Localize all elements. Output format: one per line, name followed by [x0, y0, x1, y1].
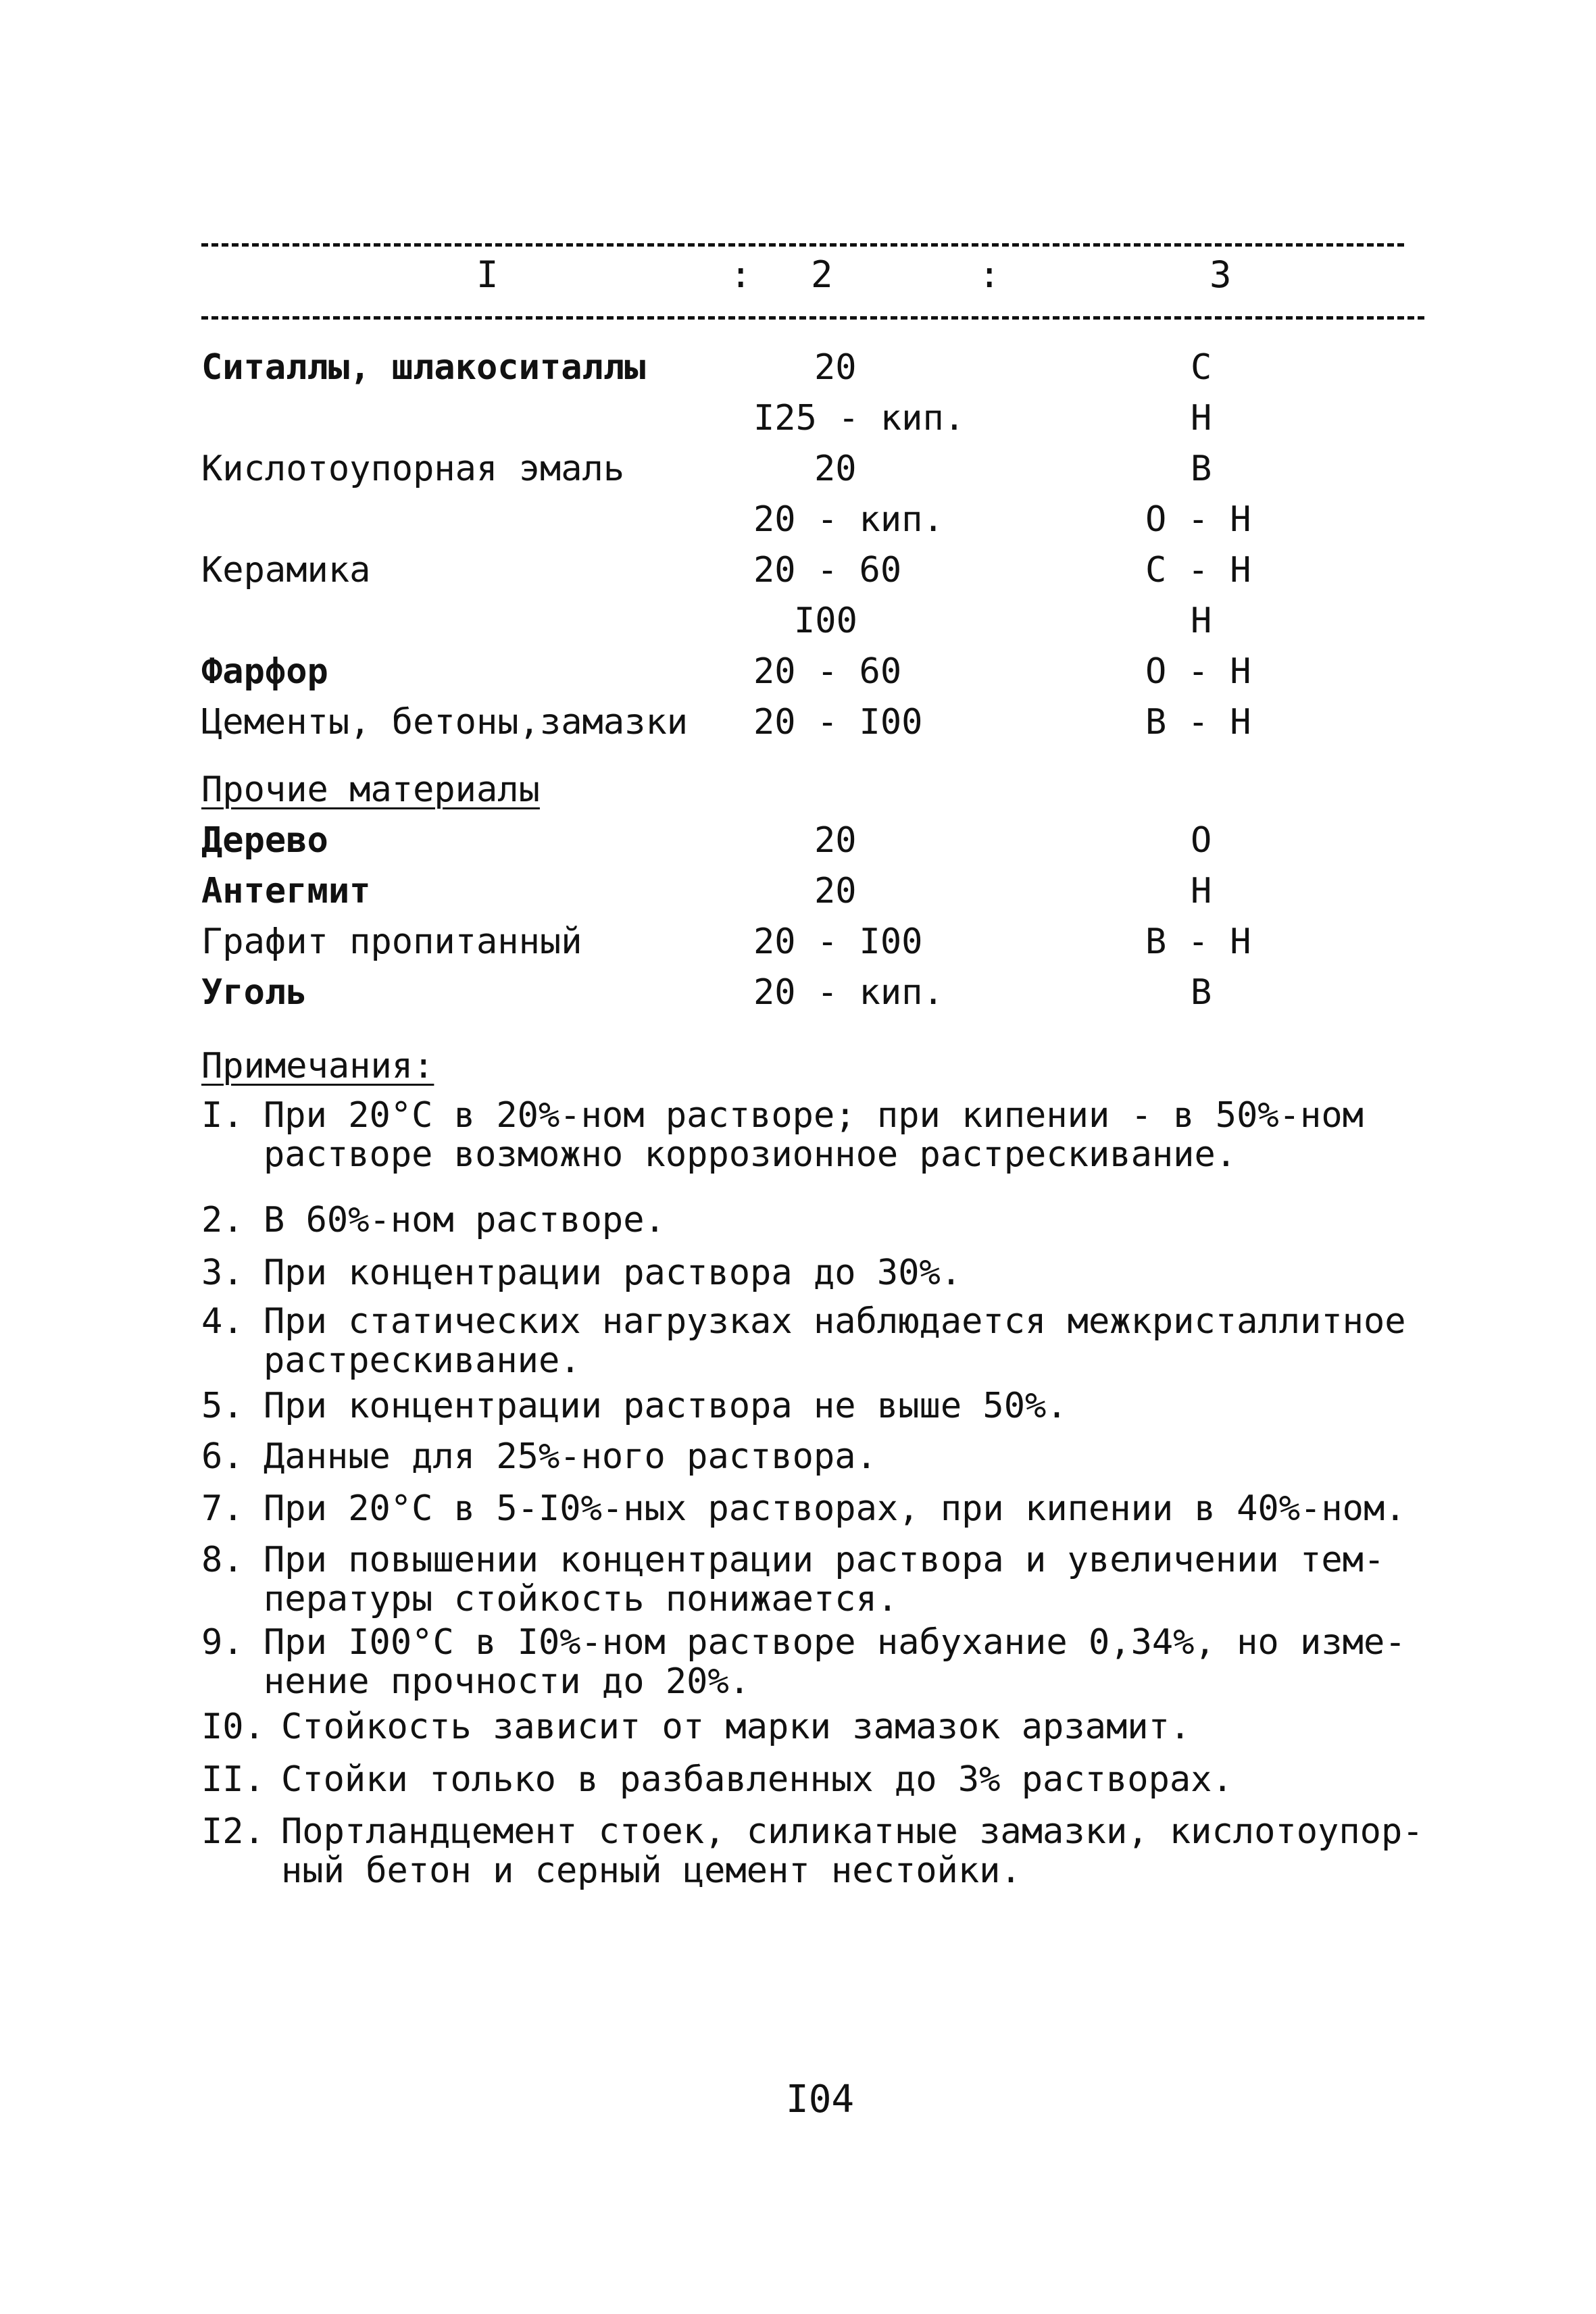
note-line: растрескивание. [264, 1340, 581, 1381]
note-line: При повышении концентрации раствора и увеличении тем- [264, 1540, 1385, 1580]
header-sep1: : [730, 253, 752, 296]
material-name: Керамика [201, 550, 371, 590]
material-name: Фарфор [201, 651, 328, 692]
note-text [264, 1542, 1480, 1621]
note-line: При статических нагрузках наблюдается межкристаллитное [264, 1301, 1406, 1342]
temperature: 20 - кип. [753, 499, 944, 540]
note-line: ный бетон и серный цемент нестойки. [281, 1851, 1022, 1891]
temperature: 20 [814, 871, 857, 911]
temperature: 20 [814, 820, 857, 861]
note-text [264, 1488, 1480, 1530]
note-line: В 60%-ном растворе. [264, 1200, 666, 1240]
note-line: Стойки только в разбавленных до 3% растворах. [281, 1759, 1233, 1800]
material-name: Цементы, бетоны,замазки [201, 702, 689, 743]
note-line: пературы стойкость понижается. [264, 1579, 899, 1619]
resistance: В - Н [1145, 702, 1251, 743]
note-text [281, 1811, 1497, 1892]
note-number: I0. [201, 1707, 265, 1747]
note-text [264, 1200, 1480, 1242]
note-number: 5. [201, 1386, 244, 1426]
material-name: Кислотоупорная эмаль [201, 449, 625, 489]
page-number: I04 [786, 2078, 855, 2121]
note-number: 6. [201, 1436, 244, 1477]
header-col3: 3 [1210, 253, 1232, 296]
temperature: 20 - кип. [753, 972, 944, 1013]
temperature: I00 [794, 601, 857, 641]
resistance: Н [1191, 871, 1212, 911]
header-top-rule [201, 243, 1404, 247]
note-line: При концентрации раствора не выше 50%. [264, 1386, 1068, 1426]
temperature: 20 [814, 449, 857, 489]
note-text [281, 1759, 1497, 1801]
material-name: Ситаллы, шлакоситаллы [201, 347, 646, 388]
note-number: I. [201, 1095, 244, 1136]
material-name: Уголь [201, 972, 307, 1013]
note-text [264, 1436, 1480, 1478]
resistance: В - Н [1145, 922, 1251, 962]
temperature: 20 - 60 [753, 550, 902, 590]
note-text [264, 1095, 1480, 1176]
resistance: С - Н [1145, 550, 1251, 590]
note-line: Данные для 25%-ного раствора. [264, 1436, 877, 1477]
resistance: Н [1191, 601, 1212, 641]
note-number: 9. [201, 1622, 244, 1663]
temperature: 20 - I00 [753, 922, 923, 962]
note-number: 8. [201, 1540, 244, 1580]
header-col1: I [476, 253, 499, 296]
section-title: Прочие материалы [201, 770, 540, 810]
note-number: I2. [201, 1811, 265, 1852]
note-line: При концентрации раствора до 30%. [264, 1253, 962, 1293]
note-line: нение прочности до 20%. [264, 1661, 751, 1702]
material-name: Дерево [201, 820, 328, 861]
note-number: 4. [201, 1301, 244, 1342]
resistance: О - Н [1145, 499, 1251, 540]
note-number: 3. [201, 1253, 244, 1293]
header-bottom-rule [201, 316, 1424, 320]
note-number: 7. [201, 1488, 244, 1529]
resistance: С [1191, 347, 1212, 388]
header-sep2: : [978, 253, 1001, 296]
note-line: При 20°С в 20%-ном растворе; при кипении - в 50%-ном [264, 1095, 1364, 1136]
material-name: Графит пропитанный [201, 922, 582, 962]
resistance: О [1191, 820, 1212, 861]
note-line: При I00°С в I0%-ном растворе набухание 0,34%, но изме- [264, 1622, 1406, 1663]
temperature: 20 - 60 [753, 651, 902, 692]
temperature: I25 - кип. [753, 398, 966, 438]
resistance: В [1191, 449, 1212, 489]
temperature: 20 [814, 347, 857, 388]
resistance: О - Н [1145, 651, 1251, 692]
note-text [281, 1709, 1497, 1749]
material-name: Антегмит [201, 871, 371, 911]
note-text [264, 1255, 1480, 1294]
note-number: 2. [201, 1200, 244, 1240]
note-text [264, 1301, 1480, 1382]
note-line: Портландцемент стоек, силикатные замазки, кислотоупор- [281, 1811, 1424, 1852]
note-line: При 20°С в 5-I0%-ных растворах, при кипении в 40%-ном. [264, 1488, 1406, 1529]
note-number: II. [201, 1759, 265, 1800]
note-text [264, 1388, 1480, 1428]
note-line: Стойкость зависит от марки замазок арзамит. [281, 1707, 1191, 1747]
note-text [264, 1622, 1480, 1703]
note-line: растворе возможно коррозионное растрескивание. [264, 1134, 1237, 1175]
resistance: В [1191, 972, 1212, 1013]
resistance: Н [1191, 398, 1212, 438]
temperature: 20 - I00 [753, 702, 923, 743]
header-col2: 2 [811, 253, 833, 296]
notes-title: Примечания: [201, 1046, 434, 1086]
